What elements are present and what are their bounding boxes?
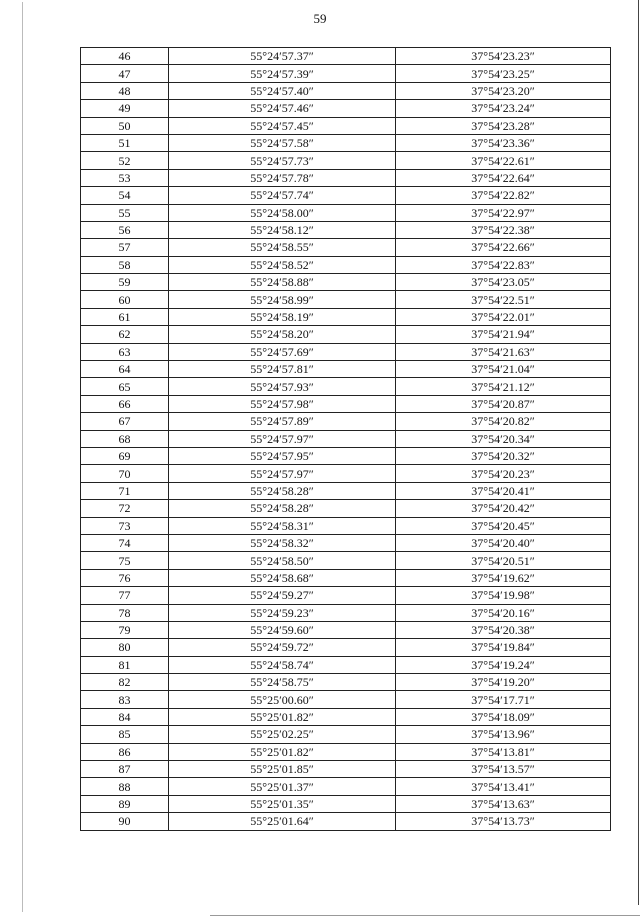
latitude-cell: 55°24′58.28″ — [169, 500, 396, 517]
latitude-cell: 55°24′58.74″ — [169, 656, 396, 673]
point-number-cell: 78 — [81, 604, 169, 621]
latitude-cell: 55°24′58.32″ — [169, 534, 396, 551]
latitude-cell: 55°25′01.85″ — [169, 761, 396, 778]
longitude-cell: 37°54′13.57″ — [396, 761, 611, 778]
table-row — [81, 778, 611, 795]
scan-edge-bottom — [210, 915, 640, 916]
longitude-cell: 37°54′22.97″ — [396, 204, 611, 221]
table-row — [81, 604, 611, 621]
longitude-cell: 37°54′20.40″ — [396, 534, 611, 551]
point-number-cell: 52 — [81, 152, 169, 169]
longitude-cell: 37°54′19.98″ — [396, 587, 611, 604]
latitude-cell: 55°24′57.98″ — [169, 395, 396, 412]
latitude-cell: 55°25′01.37″ — [169, 778, 396, 795]
point-number-cell: 81 — [81, 656, 169, 673]
point-number-cell: 46 — [81, 48, 169, 65]
longitude-cell: 37°54′20.38″ — [396, 621, 611, 638]
table-row — [81, 639, 611, 656]
point-number-cell: 56 — [81, 221, 169, 238]
point-number-cell: 79 — [81, 621, 169, 638]
latitude-cell: 55°25′01.35″ — [169, 795, 396, 812]
longitude-cell: 37°54′22.83″ — [396, 256, 611, 273]
point-number-cell: 60 — [81, 291, 169, 308]
longitude-cell: 37°54′22.01″ — [396, 308, 611, 325]
latitude-cell: 55°24′57.58″ — [169, 134, 396, 151]
longitude-cell: 37°54′22.51″ — [396, 291, 611, 308]
point-number-cell: 59 — [81, 274, 169, 291]
longitude-cell: 37°54′17.71″ — [396, 691, 611, 708]
longitude-cell: 37°54′13.73″ — [396, 813, 611, 830]
table-row — [81, 343, 611, 360]
longitude-cell: 37°54′23.20″ — [396, 82, 611, 99]
table-row — [81, 221, 611, 238]
point-number-cell: 77 — [81, 587, 169, 604]
longitude-cell: 37°54′20.34″ — [396, 430, 611, 447]
longitude-cell: 37°54′20.87″ — [396, 395, 611, 412]
longitude-cell: 37°54′19.20″ — [396, 674, 611, 691]
point-number-cell: 90 — [81, 813, 169, 830]
table-row — [81, 395, 611, 412]
longitude-cell: 37°54′23.05″ — [396, 274, 611, 291]
table-row — [81, 482, 611, 499]
latitude-cell: 55°24′57.93″ — [169, 378, 396, 395]
point-number-cell: 70 — [81, 465, 169, 482]
latitude-cell: 55°24′57.95″ — [169, 447, 396, 464]
table-row — [81, 500, 611, 517]
point-number-cell: 84 — [81, 708, 169, 725]
table-row — [81, 100, 611, 117]
table-row — [81, 291, 611, 308]
table-row — [81, 587, 611, 604]
point-number-cell: 88 — [81, 778, 169, 795]
table-row — [81, 187, 611, 204]
longitude-cell: 37°54′19.62″ — [396, 569, 611, 586]
table-row — [81, 761, 611, 778]
point-number-cell: 85 — [81, 726, 169, 743]
longitude-cell: 37°54′23.24″ — [396, 100, 611, 117]
point-number-cell: 53 — [81, 169, 169, 186]
latitude-cell: 55°24′58.20″ — [169, 326, 396, 343]
longitude-cell: 37°54′19.84″ — [396, 639, 611, 656]
table-row — [81, 743, 611, 760]
latitude-cell: 55°25′02.25″ — [169, 726, 396, 743]
table-row — [81, 48, 611, 65]
latitude-cell: 55°24′57.45″ — [169, 117, 396, 134]
point-number-cell: 72 — [81, 500, 169, 517]
table-row — [81, 708, 611, 725]
latitude-cell: 55°24′58.00″ — [169, 204, 396, 221]
latitude-cell: 55°25′00.60″ — [169, 691, 396, 708]
point-number-cell: 89 — [81, 795, 169, 812]
longitude-cell: 37°54′20.51″ — [396, 552, 611, 569]
point-number-cell: 80 — [81, 639, 169, 656]
point-number-cell: 87 — [81, 761, 169, 778]
latitude-cell: 55°25′01.82″ — [169, 708, 396, 725]
point-number-cell: 58 — [81, 256, 169, 273]
latitude-cell: 55°24′59.60″ — [169, 621, 396, 638]
latitude-cell: 55°24′59.72″ — [169, 639, 396, 656]
latitude-cell: 55°24′58.88″ — [169, 274, 396, 291]
latitude-cell: 55°24′59.23″ — [169, 604, 396, 621]
table-row — [81, 691, 611, 708]
point-number-cell: 55 — [81, 204, 169, 221]
longitude-cell: 37°54′20.41″ — [396, 482, 611, 499]
longitude-cell: 37°54′13.41″ — [396, 778, 611, 795]
point-number-cell: 67 — [81, 413, 169, 430]
latitude-cell: 55°24′57.69″ — [169, 343, 396, 360]
point-number-cell: 69 — [81, 447, 169, 464]
point-number-cell: 82 — [81, 674, 169, 691]
longitude-cell: 37°54′23.23″ — [396, 48, 611, 65]
table-row — [81, 65, 611, 82]
latitude-cell: 55°24′58.68″ — [169, 569, 396, 586]
point-number-cell: 73 — [81, 517, 169, 534]
table-row — [81, 361, 611, 378]
point-number-cell: 74 — [81, 534, 169, 551]
longitude-cell: 37°54′21.63″ — [396, 343, 611, 360]
table-row — [81, 813, 611, 830]
latitude-cell: 55°24′58.55″ — [169, 239, 396, 256]
table-row — [81, 256, 611, 273]
longitude-cell: 37°54′20.16″ — [396, 604, 611, 621]
table-row — [81, 378, 611, 395]
longitude-cell: 37°54′21.12″ — [396, 378, 611, 395]
point-number-cell: 64 — [81, 361, 169, 378]
table-row — [81, 795, 611, 812]
table-row — [81, 621, 611, 638]
table-row — [81, 82, 611, 99]
point-number-cell: 49 — [81, 100, 169, 117]
table-row — [81, 465, 611, 482]
page-number: 59 — [313, 11, 327, 26]
longitude-cell: 37°54′22.61″ — [396, 152, 611, 169]
longitude-cell: 37°54′13.63″ — [396, 795, 611, 812]
latitude-cell: 55°24′57.89″ — [169, 413, 396, 430]
longitude-cell: 37°54′23.25″ — [396, 65, 611, 82]
table-row — [81, 152, 611, 169]
point-number-cell: 75 — [81, 552, 169, 569]
table-row — [81, 413, 611, 430]
table-row — [81, 656, 611, 673]
latitude-cell: 55°25′01.82″ — [169, 743, 396, 760]
point-number-cell: 54 — [81, 187, 169, 204]
longitude-cell: 37°54′20.45″ — [396, 517, 611, 534]
table-row — [81, 517, 611, 534]
table-row — [81, 534, 611, 551]
latitude-cell: 55°24′57.97″ — [169, 430, 396, 447]
latitude-cell: 55°24′58.31″ — [169, 517, 396, 534]
table-row — [81, 274, 611, 291]
scan-edge-right — [638, 0, 639, 905]
point-number-cell: 47 — [81, 65, 169, 82]
latitude-cell: 55°24′58.75″ — [169, 674, 396, 691]
table-row — [81, 447, 611, 464]
table-row — [81, 726, 611, 743]
longitude-cell: 37°54′23.36″ — [396, 134, 611, 151]
latitude-cell: 55°24′58.28″ — [169, 482, 396, 499]
longitude-cell: 37°54′21.94″ — [396, 326, 611, 343]
point-number-cell: 83 — [81, 691, 169, 708]
point-number-cell: 68 — [81, 430, 169, 447]
coordinates-table-body — [81, 48, 611, 831]
latitude-cell: 55°24′57.78″ — [169, 169, 396, 186]
latitude-cell: 55°24′58.12″ — [169, 221, 396, 238]
longitude-cell: 37°54′18.09″ — [396, 708, 611, 725]
table-row — [81, 169, 611, 186]
table-row — [81, 552, 611, 569]
longitude-cell: 37°54′22.82″ — [396, 187, 611, 204]
latitude-cell: 55°24′57.81″ — [169, 361, 396, 378]
longitude-cell: 37°54′13.96″ — [396, 726, 611, 743]
latitude-cell: 55°24′57.40″ — [169, 82, 396, 99]
table-row — [81, 117, 611, 134]
latitude-cell: 55°24′58.52″ — [169, 256, 396, 273]
point-number-cell: 65 — [81, 378, 169, 395]
latitude-cell: 55°24′57.97″ — [169, 465, 396, 482]
table-row — [81, 134, 611, 151]
point-number-cell: 86 — [81, 743, 169, 760]
latitude-cell: 55°24′57.46″ — [169, 100, 396, 117]
point-number-cell: 61 — [81, 308, 169, 325]
longitude-cell: 37°54′13.81″ — [396, 743, 611, 760]
table-row — [81, 239, 611, 256]
table-row — [81, 308, 611, 325]
table-row — [81, 204, 611, 221]
point-number-cell: 57 — [81, 239, 169, 256]
table-row — [81, 430, 611, 447]
longitude-cell: 37°54′19.24″ — [396, 656, 611, 673]
point-number-cell: 62 — [81, 326, 169, 343]
latitude-cell: 55°24′58.50″ — [169, 552, 396, 569]
point-number-cell: 48 — [81, 82, 169, 99]
point-number-cell: 63 — [81, 343, 169, 360]
longitude-cell: 37°54′20.82″ — [396, 413, 611, 430]
longitude-cell: 37°54′22.38″ — [396, 221, 611, 238]
table-row — [81, 674, 611, 691]
latitude-cell: 55°24′58.99″ — [169, 291, 396, 308]
longitude-cell: 37°54′22.66″ — [396, 239, 611, 256]
table-row — [81, 326, 611, 343]
longitude-cell: 37°54′23.28″ — [396, 117, 611, 134]
table-row — [81, 569, 611, 586]
longitude-cell: 37°54′21.04″ — [396, 361, 611, 378]
longitude-cell: 37°54′22.64″ — [396, 169, 611, 186]
point-number-cell: 51 — [81, 134, 169, 151]
longitude-cell: 37°54′20.23″ — [396, 465, 611, 482]
coordinates-table — [80, 47, 611, 831]
scan-edge-left — [22, 2, 23, 912]
latitude-cell: 55°24′59.27″ — [169, 587, 396, 604]
latitude-cell: 55°24′57.39″ — [169, 65, 396, 82]
latitude-cell: 55°24′57.37″ — [169, 48, 396, 65]
longitude-cell: 37°54′20.42″ — [396, 500, 611, 517]
point-number-cell: 66 — [81, 395, 169, 412]
point-number-cell: 50 — [81, 117, 169, 134]
point-number-cell: 71 — [81, 482, 169, 499]
point-number-cell: 76 — [81, 569, 169, 586]
latitude-cell: 55°24′58.19″ — [169, 308, 396, 325]
latitude-cell: 55°25′01.64″ — [169, 813, 396, 830]
latitude-cell: 55°24′57.74″ — [169, 187, 396, 204]
latitude-cell: 55°24′57.73″ — [169, 152, 396, 169]
longitude-cell: 37°54′20.32″ — [396, 447, 611, 464]
